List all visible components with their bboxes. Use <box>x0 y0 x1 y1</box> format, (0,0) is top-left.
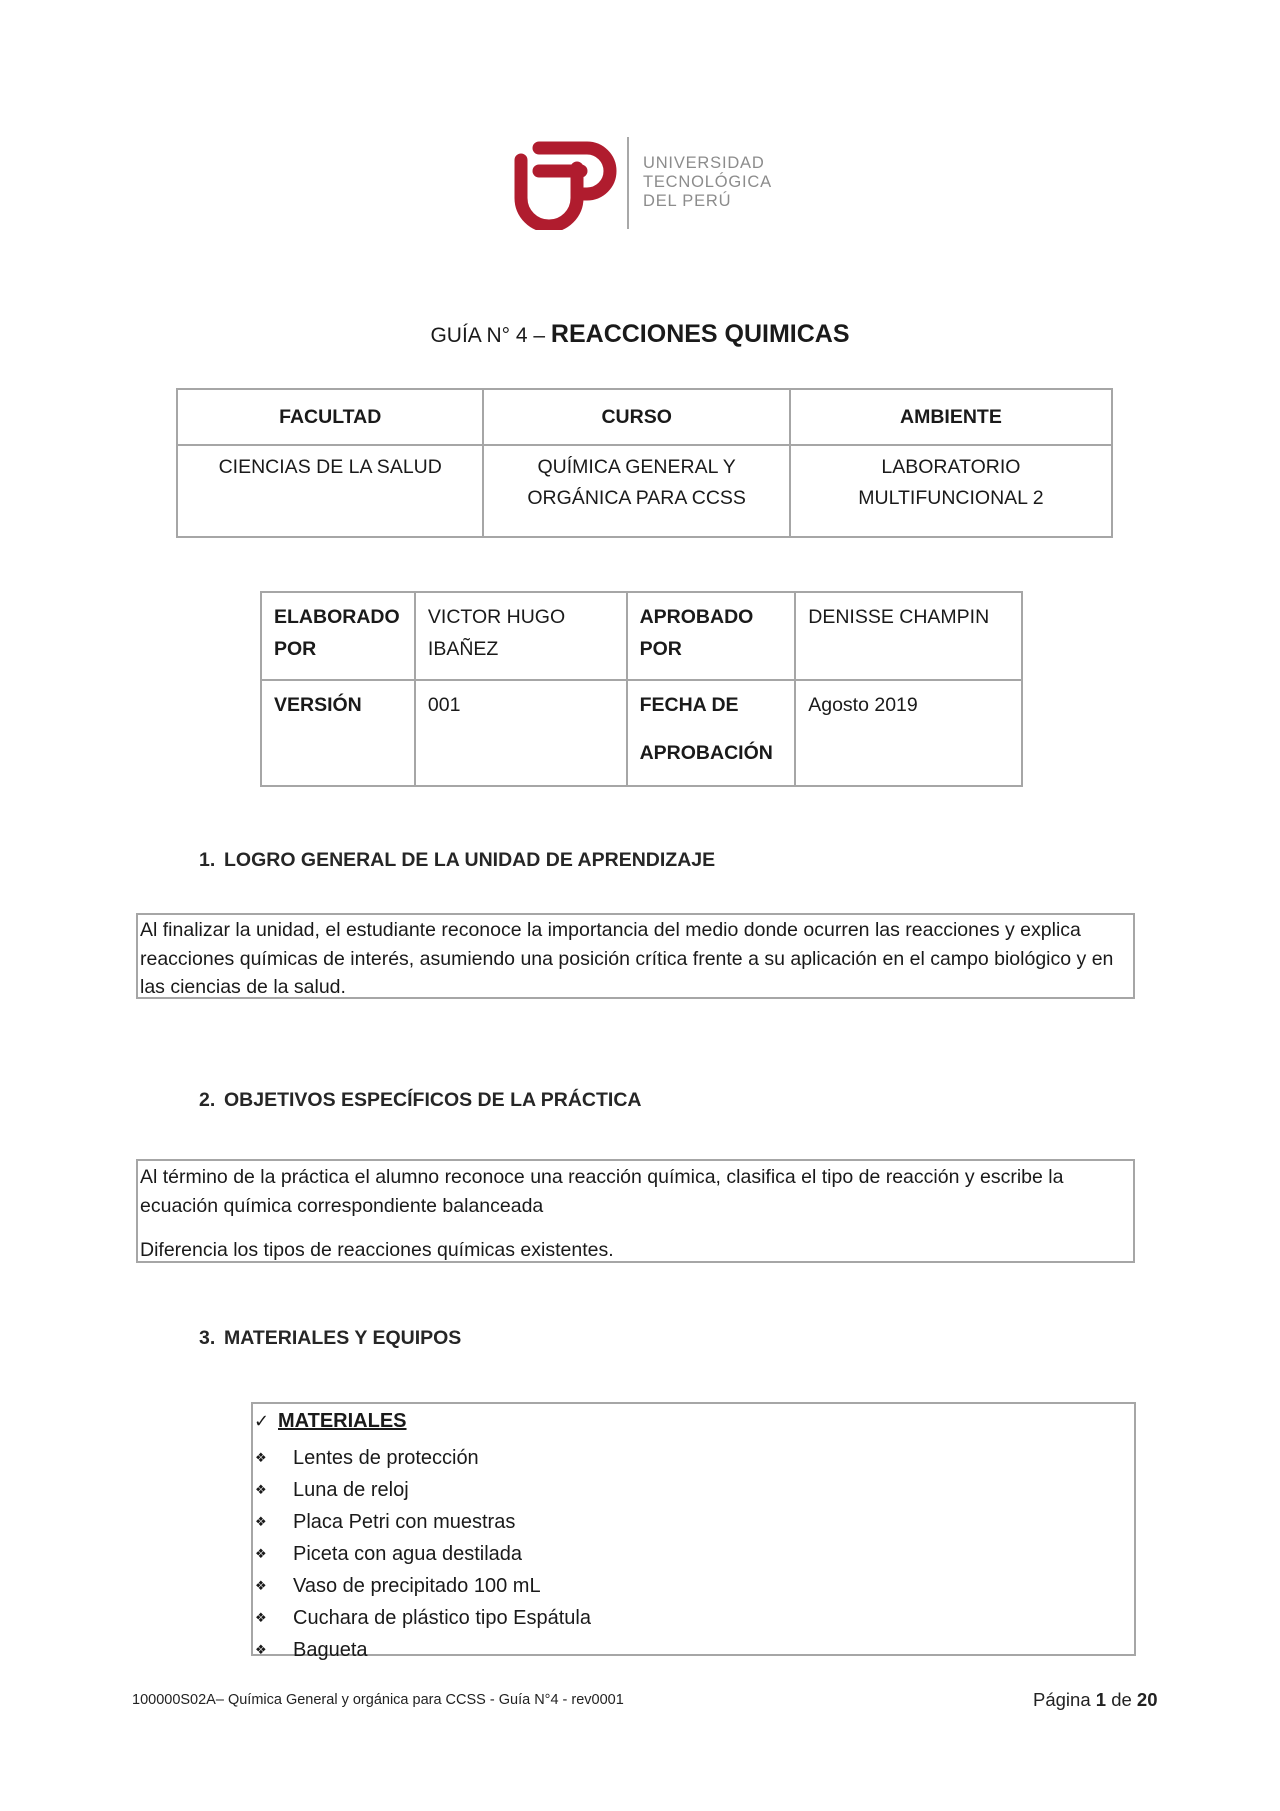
title-prefix: GUÍA N° 4 – <box>430 324 551 347</box>
materials-heading-label: MATERIALES <box>278 1410 407 1432</box>
course-info-table <box>176 388 1113 538</box>
document-title <box>0 320 1280 349</box>
header-facultad: FACULTAD <box>177 389 483 445</box>
objetivos-box <box>136 1159 1135 1263</box>
facultad-value: CIENCIAS DE LA SALUD <box>218 456 442 478</box>
list-item <box>253 1538 591 1570</box>
elaborado-label <box>261 592 415 680</box>
table-row <box>261 592 1022 680</box>
material-label: Luna de reloj <box>293 1479 409 1501</box>
material-label: Placa Petri con muestras <box>293 1511 516 1533</box>
curso-value-line-2: ORGÁNICA PARA CCSS <box>527 487 746 509</box>
diamond-bullet-icon: ❖ <box>255 1610 267 1625</box>
fecha-value: Agosto 2019 <box>795 680 1022 786</box>
material-label: Bagueta <box>293 1639 368 1661</box>
diamond-bullet-icon: ❖ <box>255 1482 267 1497</box>
section-number: 2. <box>199 1089 216 1111</box>
objetivo-text-2: Diferencia los tipos de reacciones químicas existentes. <box>140 1239 614 1261</box>
approval-table <box>260 591 1023 787</box>
university-name-line-3: DEL PERÚ <box>643 192 732 210</box>
cell-curso <box>483 445 789 537</box>
logro-general-text: Al finalizar la unidad, el estudiante reconoce la importancia del medio donde ocurren las reacciones y explica reacciones químicas de interés, asumiendo una posición crítica frente a su aplicación en el campo biológico y en las ciencias de la salud. <box>140 919 1114 998</box>
list-item <box>253 1634 591 1666</box>
ambiente-value-line-1: LABORATORIO <box>881 456 1021 478</box>
title-main: REACCIONES QUIMICAS <box>550 320 850 348</box>
materials-heading <box>254 1410 407 1433</box>
table-row <box>261 680 1022 786</box>
material-label: Vaso de precipitado 100 mL <box>293 1575 541 1597</box>
list-item <box>253 1506 591 1538</box>
elaborado-label-line-2: POR <box>274 638 317 660</box>
fecha-label <box>627 680 796 786</box>
page-number <box>1033 1689 1157 1711</box>
section-title: OBJETIVOS ESPECÍFICOS DE LA PRÁCTICA <box>224 1089 642 1111</box>
footer-document-code: 100000S02A– Química General y orgánica para CCSS - Guía N°4 - rev0001 <box>132 1692 624 1708</box>
list-item <box>253 1602 591 1634</box>
elaborado-label-line-1: ELABORADO <box>274 606 400 628</box>
materials-box <box>251 1402 1136 1661</box>
page-of: de <box>1111 1689 1132 1710</box>
utp-logo-mark <box>513 138 618 230</box>
table-header-row <box>177 389 1112 445</box>
logo-divider <box>627 137 629 229</box>
diamond-bullet-icon: ❖ <box>255 1514 267 1529</box>
section-heading-2 <box>199 1089 642 1112</box>
version-value: 001 <box>415 680 627 786</box>
version-label: VERSIÓN <box>261 680 415 786</box>
section-title: LOGRO GENERAL DE LA UNIDAD DE APRENDIZAJE <box>224 849 716 871</box>
list-item <box>253 1570 591 1602</box>
material-label: Piceta con agua destilada <box>293 1543 523 1565</box>
page-word: Página <box>1033 1689 1091 1710</box>
fecha-label-line-2: APROBACIÓN <box>639 742 773 764</box>
list-item <box>253 1474 591 1506</box>
diamond-bullet-icon: ❖ <box>255 1642 267 1657</box>
aprobado-label-line-2: POR <box>639 638 682 660</box>
university-name <box>643 154 772 211</box>
header-curso: CURSO <box>483 389 789 445</box>
elaborado-value-line-2: IBAÑEZ <box>427 638 499 660</box>
list-item <box>253 1442 591 1474</box>
cell-facultad <box>177 445 483 537</box>
cell-ambiente <box>790 445 1112 537</box>
diamond-bullet-icon: ❖ <box>255 1578 267 1593</box>
elaborado-value <box>415 592 627 680</box>
section-number: 1. <box>199 849 216 871</box>
university-name-line-2: TECNOLÓGICA <box>643 173 772 191</box>
logro-general-box <box>136 913 1135 999</box>
section-heading-3 <box>199 1327 461 1350</box>
objetivo-text-1: Al término de la práctica el alumno reconoce una reacción química, clasifica el tipo de reacción y escribe la ecuación química correspondiente balanceada <box>140 1166 1064 1217</box>
aprobado-label <box>627 592 796 680</box>
checkmark-icon: ✓ <box>254 1411 270 1431</box>
table-row <box>177 445 1112 537</box>
diamond-bullet-icon: ❖ <box>255 1450 267 1465</box>
page-total: 20 <box>1136 1689 1158 1710</box>
page-current: 1 <box>1095 1689 1107 1710</box>
diamond-bullet-icon: ❖ <box>255 1546 267 1561</box>
curso-value-line-1: QUÍMICA GENERAL Y <box>537 456 736 478</box>
materials-list <box>253 1442 591 1666</box>
header-ambiente: AMBIENTE <box>790 389 1112 445</box>
section-heading-1 <box>199 849 715 872</box>
aprobado-value: DENISSE CHAMPIN <box>795 592 1022 680</box>
ambiente-value-line-2: MULTIFUNCIONAL 2 <box>858 487 1044 509</box>
section-title: MATERIALES Y EQUIPOS <box>224 1327 462 1349</box>
material-label: Cuchara de plástico tipo Espátula <box>293 1607 591 1629</box>
section-number: 3. <box>199 1327 216 1349</box>
university-name-line-1: UNIVERSIDAD <box>643 154 765 172</box>
material-label: Lentes de protección <box>293 1447 479 1469</box>
fecha-label-line-1: FECHA DE <box>639 694 739 716</box>
aprobado-label-line-1: APROBADO <box>639 606 754 628</box>
elaborado-value-line-1: VICTOR HUGO <box>427 606 566 628</box>
